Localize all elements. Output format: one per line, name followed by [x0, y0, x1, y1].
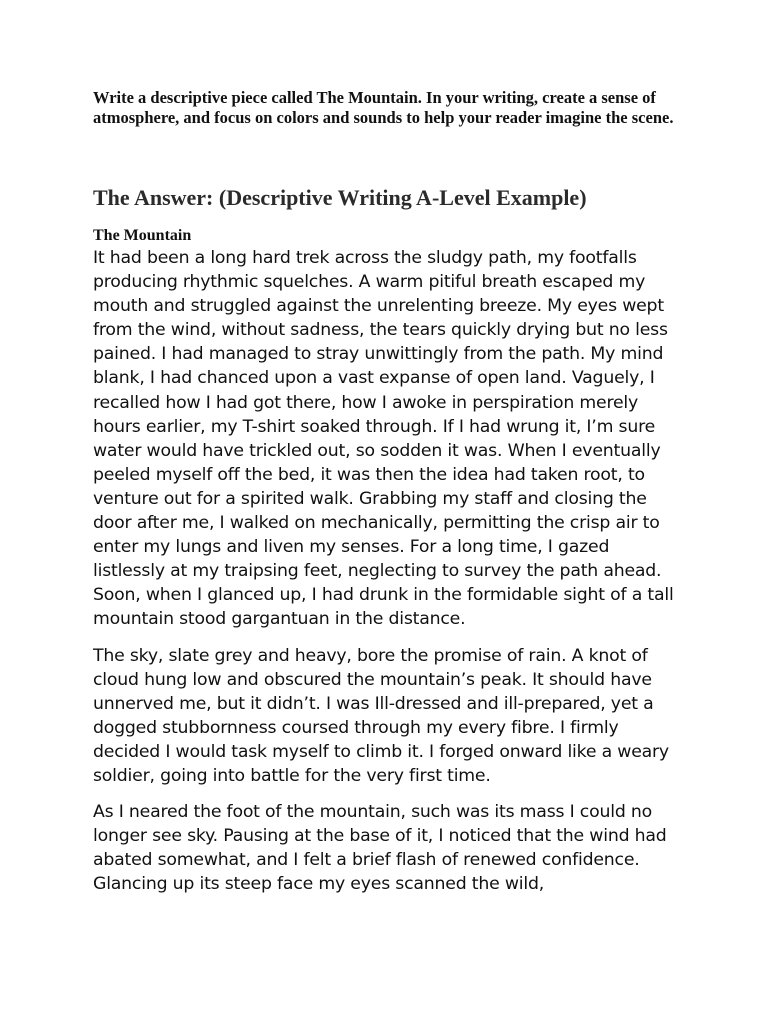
essay-title: The Mountain — [93, 227, 192, 244]
essay-paragraph: The sky, slate grey and heavy, bore the promise of rain. A knot of cloud hung low and obscured the mountain’s peak. It should have unnerved me, but it didn’t. I was Ill-dressed and ill-prepared, yet a dogged stubbornness coursed through my every fibre. I firmly decided I would task myself to climb it. I forged onward like a weary soldier, going into battle for the very first time. — [93, 645, 669, 786]
essay-paragraph: It had been a long hard trek across the sludgy path, my footfalls producing rhythmic squelches. A warm pitiful breath escaped my mouth and struggled against the unrelenting breeze. My eyes wept from the wind, without sadness, the tears quickly drying but no less pained. I had managed to stray unwittingly from the path. My mind blank, I had chanced upon a vast expanse of open land. Vaguely, I recalled how I had got there, how I awoke in perspiration merely hours earlier, my T-shirt soaked through. If I had wrung it, I’m sure water would have trickled out, so sodden it was. When I eventually peeled myself off the bed, it was then the idea had taken root, to venture out for a spirited walk. Grabbing my staff and closing the door after me, I walked on mechanically, permitting the crisp air to enter my lungs and liven my senses. For a long time, I gazed listlessly at my traipsing feet, neglecting to survey the path ahead. Soon, when I glanced up, I had drunk in the formidable sight of a tall mountain stood gargantuan in the distance. — [93, 248, 674, 630]
writing-prompt: Write a descriptive piece called The Mountain. In your writing, create a sense of atmosphere, and focus on colors and sounds to help your reader imagine the scene. — [93, 88, 674, 127]
essay-paragraph: As I neared the foot of the mountain, such was its mass I could no longer see sky. Pausing at the base of it, I noticed that the wind had abated somewhat, and I felt a brief flash of renewed confidence. Glancing up its steep face my eyes scanned the wild, — [93, 802, 667, 895]
answer-heading: The Answer: (Descriptive Writing A-Level Example) — [93, 185, 587, 210]
essay-body — [93, 246, 677, 908]
